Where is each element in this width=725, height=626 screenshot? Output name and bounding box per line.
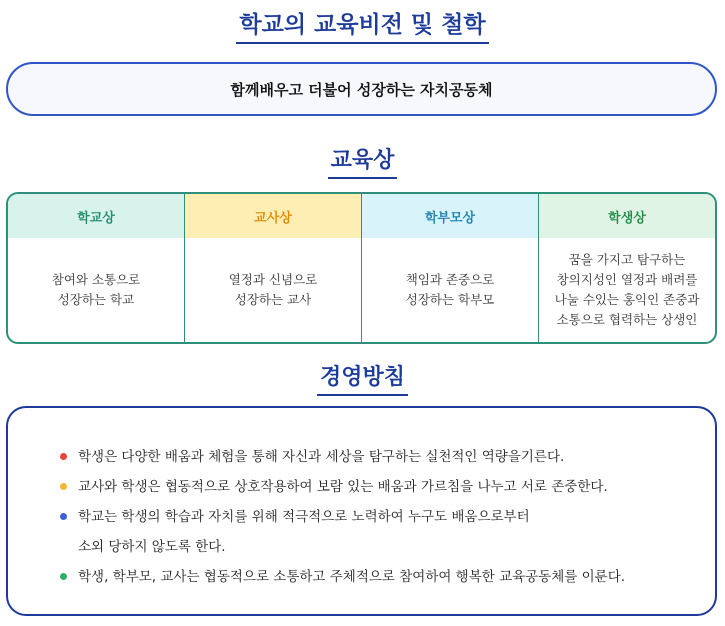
- edu-section-title: 교육상: [0, 143, 725, 179]
- policy-item: 학생은 다양한 배움과 체험을 통해 자신과 세상을 탐구하는 실천적인 역량을기른다.: [60, 442, 695, 472]
- policy-section-title: 경영방침: [0, 360, 725, 396]
- edu-col-teacher: [185, 194, 362, 342]
- bullet-dot-icon: [60, 453, 67, 460]
- edu-head-school: 학교상: [8, 194, 184, 238]
- bullet-dot-icon: [60, 483, 67, 490]
- policy-item: 교사와 학생은 협동적으로 상호작용하여 보람 있는 배움과 가르침을 나누고 서로 존중한다.: [60, 472, 695, 502]
- policy-item: 학생, 학부모, 교사는 협동적으로 소통하고 주체적으로 참여하여 행복한 교육공동체를 이룬다.: [60, 562, 695, 592]
- edu-col-school: [8, 194, 185, 342]
- policy-item: 학교는 학생의 학습과 자치를 위해 적극적으로 노력하여 누구도 배움으로부터 소외 당하지 않도록 한다.: [60, 502, 695, 562]
- edu-col-parent: [362, 194, 539, 342]
- edu-body-school: 참여와 소통으로 성장하는 학교: [51, 272, 141, 307]
- vision-text: 함께배우고 더불어 성장하는 자치공동체: [230, 80, 493, 99]
- edu-col-student: [539, 194, 715, 342]
- edu-table: [6, 192, 717, 344]
- vision-box: [6, 62, 717, 116]
- page-title: 학교의 교육비전 및 철학: [0, 6, 725, 44]
- edu-body-teacher: 열정과 신념으로 성장하는 교사: [228, 272, 318, 307]
- policy-box: [6, 406, 717, 616]
- bullet-dot-icon: [60, 573, 67, 580]
- edu-body-student: 꿈을 가지고 탐구하는 창의지성인 열정과 배려를 나눌 수있는 홍익인 존중과 소통으로 협력하는 상생인: [554, 252, 700, 327]
- edu-head-teacher: 교사상: [185, 194, 361, 238]
- edu-body-parent: 책임과 존중으로 성장하는 학부모: [405, 272, 495, 307]
- edu-head-student: 학생상: [539, 194, 715, 238]
- bullet-dot-icon: [60, 513, 67, 520]
- edu-head-parent: 학부모상: [362, 194, 538, 238]
